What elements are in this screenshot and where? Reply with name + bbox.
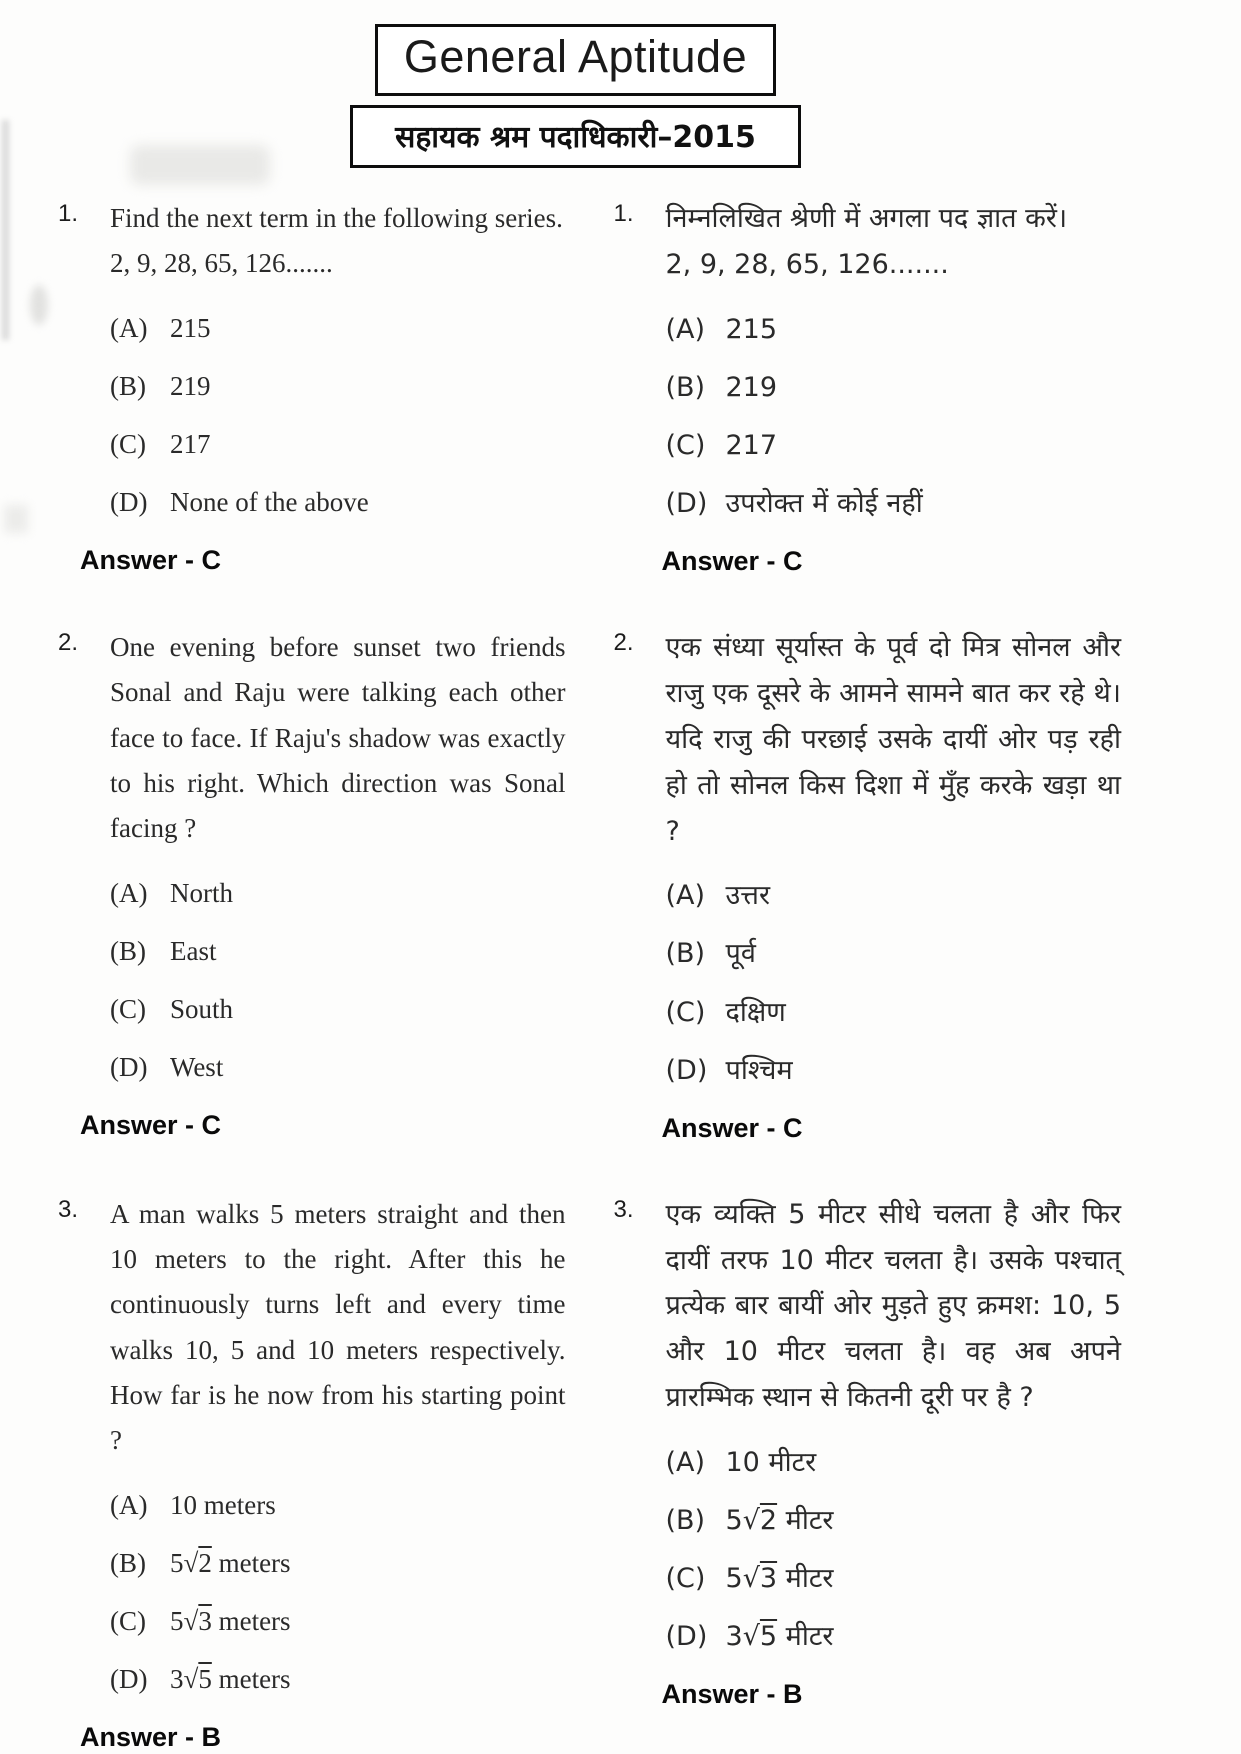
option-label: (C) (110, 428, 146, 459)
option-value: East (170, 935, 217, 966)
option-label: (D) (665, 487, 708, 519)
sqrt-symbol: √5 (742, 1621, 778, 1653)
answer-label: Answer - C (661, 545, 803, 576)
question-text-line: एक व्यक्ति 5 मीटर सीधे चलता है और फिर दायीं तरफ 10 मीटर चलता है। उसके पश्चात् प्रत्येक बार बायीं ओर मुड़ते हुए क्रमश: 10, 5 और 10 मीटर चलता है। वह अब अपने प्रारम्भिक स्थान से कितनी दूरी पर है ? (665, 1198, 1121, 1414)
sqrt-symbol: √2 (742, 1505, 778, 1537)
option-row (666, 1447, 1122, 1478)
option-label: (A) (110, 1489, 148, 1520)
option-row (666, 938, 1122, 969)
option-value: 215 (725, 313, 778, 345)
option-row (666, 314, 1122, 345)
answer-label: Answer - B (80, 1721, 222, 1752)
option-value: South (170, 993, 234, 1024)
option-label: (B) (110, 1547, 146, 1578)
question-block (58, 625, 566, 1141)
sqrt-symbol: √3 (742, 1563, 778, 1595)
option-value: 5√2 मीटर (725, 1505, 834, 1537)
option-row (110, 1490, 566, 1521)
question-3-en (58, 1192, 566, 1754)
option-row (110, 936, 566, 967)
option-row (110, 1664, 566, 1695)
option-value: 10 meters (170, 1489, 276, 1520)
option-value: 5√3 मीटर (725, 1563, 834, 1595)
option-label: (B) (110, 935, 146, 966)
option-value: 219 (170, 370, 211, 401)
option-row (666, 1621, 1122, 1652)
option-label: (A) (110, 877, 148, 908)
option-label: (C) (665, 1563, 706, 1595)
option-row (110, 487, 566, 518)
question-text-line: Find the next term in the following series. (110, 203, 563, 233)
question-head (614, 196, 1122, 288)
option-row (110, 429, 566, 460)
question-number: 2. (58, 628, 79, 656)
question-head (58, 625, 566, 852)
option-value: 3√5 मीटर (725, 1621, 834, 1653)
option-value: पश्चिम (725, 1054, 793, 1086)
option-label: (D) (665, 1054, 708, 1086)
option-value: 217 (170, 428, 211, 459)
answer-label: Answer - B (661, 1679, 803, 1710)
page-title: General Aptitude (403, 31, 748, 82)
question-text (666, 1192, 1122, 1421)
sqrt-symbol: √3 (183, 1605, 212, 1636)
question-text-line: One evening before sunset two friends Sonal and Raju were talking each other face to face. If Raju's shadow was exactly to his right. Which direction was Sonal facing ? (110, 631, 566, 844)
question-2-hi (614, 625, 1122, 1192)
title-box (375, 24, 776, 96)
option-row (666, 1563, 1122, 1594)
question-head (58, 1192, 566, 1464)
option-row (666, 1505, 1122, 1536)
answer-label: Answer - C (80, 544, 222, 575)
option-row (666, 880, 1122, 911)
subtitle-box (350, 105, 801, 168)
question-number: 3. (58, 1195, 79, 1223)
question-1-en (58, 196, 566, 625)
question-text (110, 196, 566, 287)
question-block (614, 1192, 1122, 1711)
option-label: (D) (665, 1621, 708, 1653)
question-head (58, 196, 566, 287)
question-text (666, 196, 1122, 288)
option-value: उपरोक्त में कोई नहीं (725, 487, 923, 519)
option-label: (B) (665, 938, 706, 970)
option-value: 5√3 meters (170, 1605, 291, 1636)
sqrt-symbol: √2 (183, 1547, 212, 1578)
question-text-line: 2, 9, 28, 65, 126....... (110, 248, 333, 279)
option-row (666, 488, 1122, 519)
option-row (666, 1055, 1122, 1086)
question-block (58, 196, 566, 576)
option-label: (D) (110, 1663, 148, 1694)
question-text-line: निम्नलिखित श्रेणी में अगला पद ज्ञात करें। (665, 203, 1068, 234)
question-block (58, 1192, 566, 1753)
questions-container (0, 168, 1241, 1754)
option-value: West (170, 1051, 224, 1082)
option-value: दक्षिण (725, 996, 786, 1028)
answer-label: Answer - C (661, 1112, 803, 1143)
option-value: 215 (170, 312, 211, 343)
option-label: (A) (665, 880, 706, 912)
option-label: (B) (665, 1505, 706, 1537)
option-row (666, 372, 1122, 403)
question-text-line: 2, 9, 28, 65, 126....... (665, 248, 949, 280)
option-row (110, 1052, 566, 1083)
question-number: 1. (58, 200, 79, 227)
answer-label: Answer - C (80, 1109, 222, 1140)
question-1-hi (614, 196, 1122, 625)
option-label: (B) (110, 370, 146, 401)
option-value: 3√5 meters (170, 1663, 291, 1694)
question-2-en (58, 625, 566, 1192)
option-row (110, 994, 566, 1025)
option-row (110, 1548, 566, 1579)
option-value: 219 (725, 371, 778, 403)
option-value: North (170, 877, 233, 908)
option-label: (B) (665, 371, 706, 403)
option-label: (A) (665, 313, 706, 345)
question-number: 3. (613, 1195, 634, 1223)
option-row (110, 878, 566, 909)
question-text (110, 1192, 566, 1464)
option-row (666, 997, 1122, 1028)
option-label: (C) (110, 1605, 146, 1636)
question-head (614, 625, 1122, 854)
question-block (614, 196, 1122, 577)
question-text (110, 625, 566, 852)
option-value: पूर्व (725, 938, 756, 970)
option-value: None of the above (170, 486, 369, 517)
page-subtitle: सहायक श्रम पदाधिकारी–2015 (395, 120, 756, 155)
option-label: (C) (110, 993, 146, 1024)
option-label: (A) (110, 312, 148, 343)
option-label: (D) (110, 1051, 148, 1082)
question-3-hi (614, 1192, 1122, 1754)
option-value: 217 (725, 429, 778, 461)
option-label: (D) (110, 486, 148, 517)
option-value: 10 मीटर (725, 1447, 817, 1479)
option-label: (C) (665, 996, 706, 1028)
question-text-line: A man walks 5 meters straight and then 10 meters to the right. After this he continuously turns left and every time walks 10, 5 and 10 meters respectively. How far is he now from his starting point ? (110, 1198, 566, 1456)
option-row (110, 1606, 566, 1637)
option-value: उत्तर (725, 880, 770, 912)
option-value: 5√2 meters (170, 1547, 291, 1578)
question-text (666, 625, 1122, 854)
question-block (614, 625, 1122, 1144)
question-number: 1. (613, 200, 634, 227)
option-row (110, 371, 566, 402)
option-row (110, 313, 566, 344)
option-label: (A) (665, 1447, 706, 1479)
option-row (666, 430, 1122, 461)
option-label: (C) (665, 429, 706, 461)
question-number: 2. (613, 628, 634, 656)
question-text-line: एक संध्या सूर्यास्त के पूर्व दो मित्र सोनल और राजु एक दूसरे के आमने सामने बात कर रहे थे। यदि राजु की परछाई उसके दायीं ओर पड़ रही हो तो सोनल किस दिशा में मुँह करके खड़ा था ? (665, 631, 1121, 847)
question-head (614, 1192, 1122, 1421)
sqrt-symbol: √5 (183, 1663, 212, 1694)
